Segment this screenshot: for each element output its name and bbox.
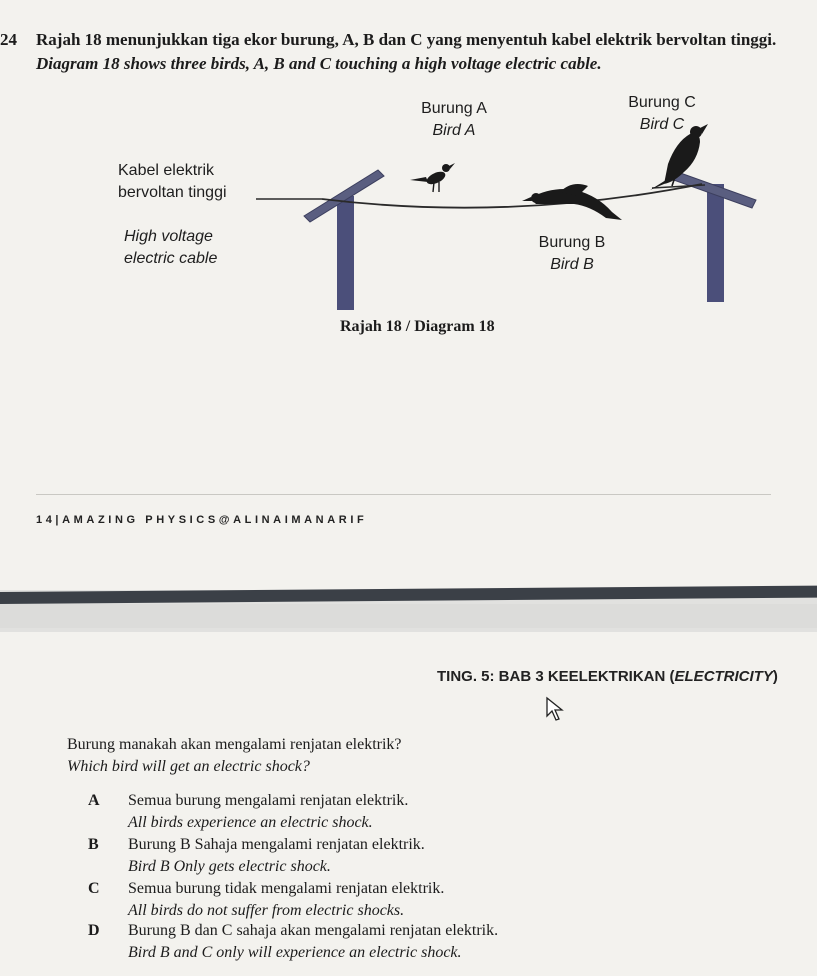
option-c-english[interactable]: All birds do not suffer from electric shocks. (128, 902, 405, 919)
right-pole (707, 184, 724, 302)
left-pole (337, 196, 354, 310)
page-break-shadow (0, 604, 817, 628)
question-prompt-english: Which bird will get an electric shock? (67, 758, 310, 775)
option-a-english[interactable]: All birds experience an electric shock. (128, 814, 373, 831)
question-text-english: Diagram 18 shows three birds, A, B and C touching a high voltage electric cable. (36, 54, 602, 73)
option-d-malay[interactable]: Burung B dan C sahaja akan mengalami renjatan elektrik. (128, 922, 499, 939)
option-d-english[interactable]: Bird B and C only will experience an electric shock. (128, 944, 462, 961)
page-footer: 14|AMAZING PHYSICS@ALINAIMANARIF (36, 514, 368, 526)
option-b-malay[interactable]: Burung B Sahaja mengalami renjatan elektrik. (128, 836, 425, 853)
question-prompt-malay: Burung manakah akan mengalami renjatan elektrik? (67, 736, 402, 753)
bird-c-label: Burung C Bird C (628, 94, 696, 133)
option-b-letter[interactable]: B (88, 836, 99, 853)
option-c-malay[interactable]: Semua burung tidak mengalami renjatan elektrik. (128, 880, 445, 897)
high-voltage-cable (322, 184, 702, 208)
cable-label-malay: Kabel elektrik bervoltan tinggi (118, 162, 227, 201)
chapter-header: TING. 5: BAB 3 KEELEKTRIKAN (ELECTRICITY) (437, 668, 778, 685)
cable-label-english: High voltage electric cable (124, 228, 218, 267)
option-c-letter[interactable]: C (88, 880, 100, 897)
bird-cable-diagram (0, 0, 817, 340)
option-a-malay[interactable]: Semua burung mengalami renjatan elektrik. (128, 792, 409, 809)
mouse-cursor-icon (545, 696, 571, 722)
bird-b (522, 184, 622, 220)
bird-a-label: Burung A Bird A (421, 100, 487, 139)
bird-b-label: Burung B Bird B (538, 234, 606, 273)
question-number: 24 (0, 30, 17, 49)
option-d-letter[interactable]: D (88, 922, 100, 939)
bird-a (410, 163, 455, 192)
diagram-caption: Rajah 18 / Diagram 18 (340, 318, 495, 335)
option-b-english[interactable]: Bird B Only gets electric shock. (128, 858, 331, 875)
question-text-malay: Rajah 18 menunjukkan tiga ekor burung, A, B dan C yang menyentuh kabel elektrik bervoltan tinggi. (36, 30, 777, 49)
option-a-letter[interactable]: A (88, 792, 100, 809)
footer-divider (36, 494, 771, 495)
